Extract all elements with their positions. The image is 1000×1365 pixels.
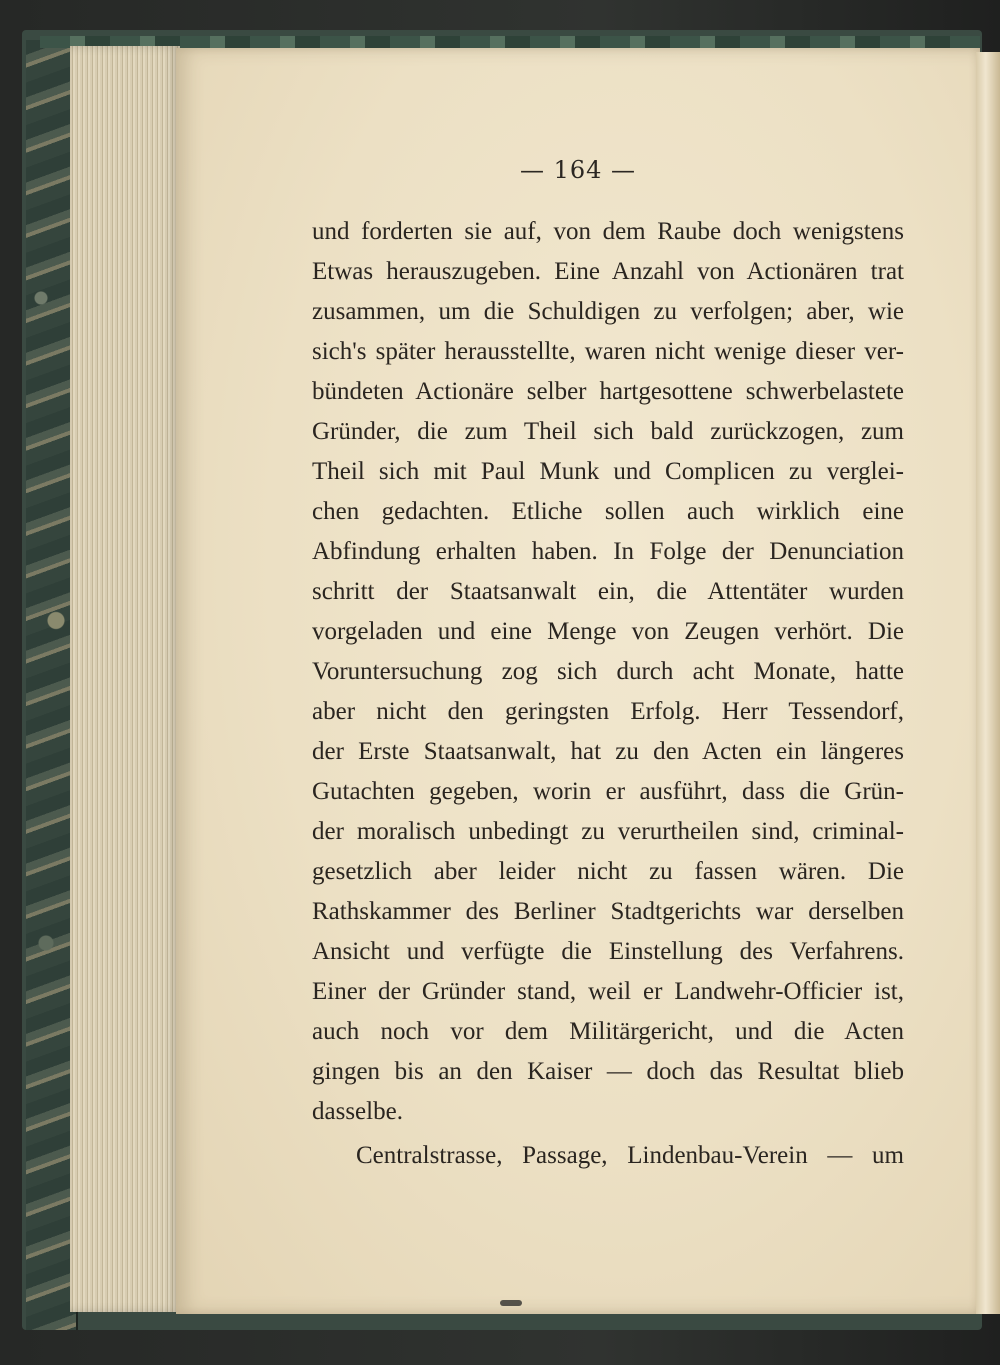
text-line: Rathskammer des Berliner Stadtgerichts war derselben <box>312 898 904 925</box>
book-spine-top <box>40 36 980 48</box>
text-line: dasselbe. <box>312 1098 403 1125</box>
text-line: und forderten sie auf, von dem Raube doch wenigstens <box>312 218 904 245</box>
page-stack-edge <box>70 46 180 1312</box>
text-line: Centralstrasse, Passage, Lindenbau-Verein — um <box>356 1142 904 1169</box>
paragraph-1 <box>312 212 904 1132</box>
text-line: Abfindung erhalten haben. In Folge der Denunciation <box>312 538 904 565</box>
text-line: gesetzlich aber leider nicht zu fassen wären. Die <box>312 858 904 885</box>
text-line: sich's später herausstellte, waren nicht wenige dieser ver- <box>312 338 904 365</box>
text-line: auch noch vor dem Militärgericht, und die Acten <box>312 1018 904 1045</box>
ink-smudge <box>500 1300 522 1306</box>
page-right-edge <box>976 52 1000 1314</box>
text-line: Etwas herauszugeben. Eine Anzahl von Actionären trat <box>312 258 904 285</box>
page-body-text <box>312 212 904 1176</box>
text-line: der Erste Staatsanwalt, hat zu den Acten ein längeres <box>312 738 904 765</box>
text-line: zusammen, um die Schuldigen zu verfolgen; aber, wie <box>312 298 904 325</box>
text-line: der moralisch unbedingt zu verurtheilen sind, criminal- <box>312 818 904 845</box>
paragraph-2 <box>312 1136 904 1176</box>
text-line: gingen bis an den Kaiser — doch das Resultat blieb <box>312 1058 904 1085</box>
text-line: schritt der Staatsanwalt ein, die Attentäter wurden <box>312 578 904 605</box>
text-line: Voruntersuchung zog sich durch acht Monate, hatte <box>312 658 904 685</box>
text-line: Ansicht und verfügte die Einstellung des Verfahrens. <box>312 938 904 965</box>
text-line: Gutachten gegeben, worin er ausführt, dass die Grün- <box>312 778 904 805</box>
text-line: bündeten Actionäre selber hartgesottene schwerbelastete <box>312 378 904 405</box>
text-line: vorgeladen und eine Menge von Zeugen verhört. Die <box>312 618 904 645</box>
text-line: Theil sich mit Paul Munk und Complicen zu verglei- <box>312 458 904 485</box>
text-line: aber nicht den geringsten Erfolg. Herr Tessendorf, <box>312 698 904 725</box>
text-line: Einer der Gründer stand, weil er Landwehr-Officier ist, <box>312 978 904 1005</box>
text-line: chen gedachten. Etliche sollen auch wirklich eine <box>312 498 904 525</box>
text-line: Gründer, die zum Theil sich bald zurückzogen, zum <box>312 418 904 445</box>
page-number: — 164 — <box>519 156 637 184</box>
